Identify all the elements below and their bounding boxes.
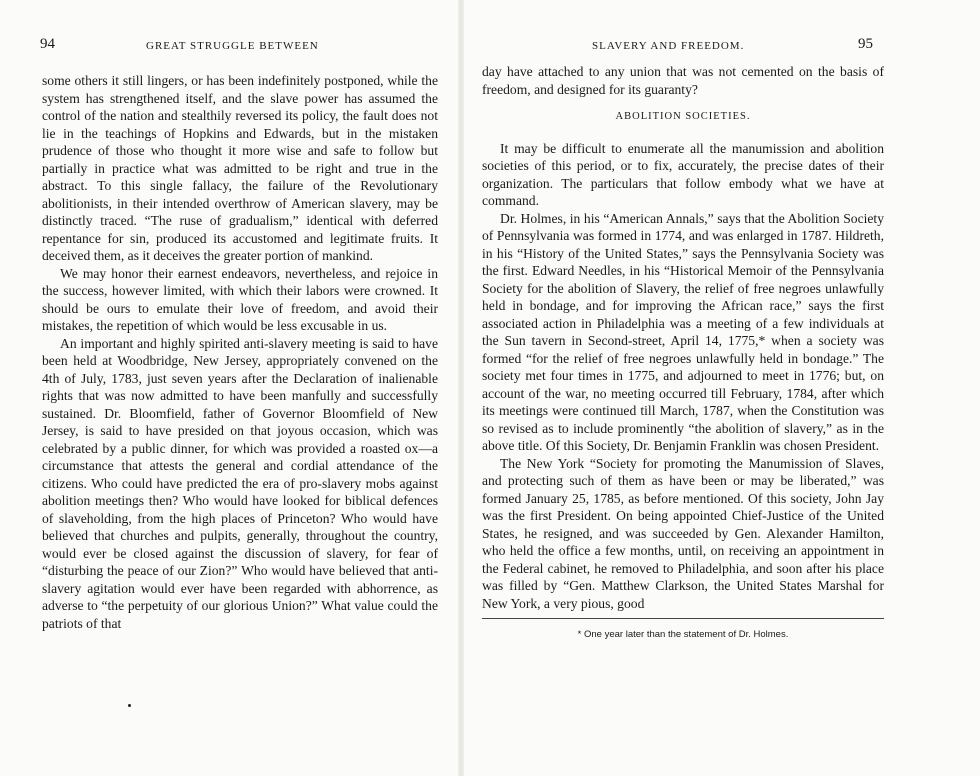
left-page	[0, 0, 462, 776]
right-paragraph-1: It may be difficult to enumerate all the manumission and abolition societies of this period, or to fix, accurately, the precise dates of their organization. The particulars that follow embody what we have at command.	[482, 140, 884, 208]
right-text-column	[482, 63, 884, 644]
right-page	[462, 0, 980, 776]
right-intro-paragraph: day have attached to any union that was not cemented on the basis of freedom, and designed for its guaranty?	[482, 64, 884, 97]
right-paragraph-2: Dr. Holmes, in his “American Annals,” says that the Abolition Society of Pennsylvania was formed in 1774, and was enlarged in 1787. Hildreth, in his “History of the United States,” says the Pennsylvania Society was the first. Edward Needles, in his “Historical Memoir of the Pennsylvania Society for the abolition of Slavery, the relief of free negroes unlawfully held in bondage, and for improving the African race,” says the first associated action in Philadelphia was a meeting of a few individuals at the Sun tavern in Second-street, April 14, 1775,* when a society was formed “for the relief of free negroes unlawfully held in bondage.” The society met four times in 1775, and adjourned to meet in 1776; but, on account of the war, no meeting occurred till February, 1784, after which its meetings were continued till March, 1787, when the Constitution was so revised as to include prominently “the abolition of slavery,” as in the above title. Of this Society, Dr. Benjamin Franklin was chosen President.	[482, 210, 884, 453]
running-head-right: SLAVERY AND FREEDOM.	[592, 40, 745, 52]
footnote-rule	[482, 618, 884, 619]
footnote: * One year later than the statement of Dr. Holmes.	[577, 629, 789, 640]
ink-speck	[128, 704, 131, 707]
right-paragraph-3: The New York “Society for promoting the Manumission of Slaves, and protecting such of them as have been or may be liberated,” was formed January 25, 1785, as before mentioned. Of this society, John Jay was the first President. On being appointed Chief-Justice of the United States, he resigned, and was succeeded by Gen. Alexander Hamilton, who held the office a few months, until, on receiving an appointment in the Federal cabinet, he removed to Philadelphia, and soon after his place was filled by “Gen. Matthew Clarkson, the United States Marshal for New York, a very pious, good	[482, 455, 884, 611]
running-head-left: GREAT STRUGGLE BETWEEN	[146, 40, 319, 52]
left-paragraph-2: We may honor their earnest endeavors, nevertheless, and rejoice in the success, however limited, with which their labors were crowned. It should be ours to emulate their love of freedom, and avoid their mistakes, the repetition of which would be less excusable in us.	[42, 265, 438, 333]
left-text-column	[42, 72, 438, 632]
page-number-left: 94	[40, 36, 55, 52]
left-paragraph-3: An important and highly spirited anti-slavery meeting is said to have been held at Woodbridge, New Jersey, appropriately convened on the 4th of July, 1783, just seven years after the Declaration of inalienable rights that was now admitted to have been manfully and successfully sustained. Dr. Bloomfield, father of Governor Bloomfield of New Jersey, is said to have presided on that joyous occasion, which was celebrated by a public dinner, for which was provided a roasted ox—a circumstance that attests the general and cordial attendance of the citizens. Who could have predicted the era of pro-slavery mobs against abolition meetings then? Who would have looked for biblical defences of slaveholding, from the high places of Princeton? Who would have believed that churches and pulpits, generally, throughout the country, would ever be closed against the discussion of slavery, for fear of “disturbing the peace of our Zion?” Who would have believed that anti-slavery agitation would ever have been regarded with abhorrence, as adverse to “the perpetuity of our glorious Union?” What value could the patriots of that	[42, 335, 438, 631]
left-paragraph-1: some others it still lingers, or has been indefinitely postponed, while the system has strengthened itself, and the slave power has assumed the control of the nation and stealthily reversed its policy, the fault does not lie in the teachings of Hopkins and Edwards, but in the mistaken prudence of those who thought it more wise and safe to follow but partially in practice what was admitted to be right and true in the abstract. To this single fallacy, the failure of the Revolutionary abolitionists, in their intended overthrow of American slavery, may be distinctly traced. “The ruse of gradualism,” identical with deferred repentance for sin, produced its accustomed and legitimate fruits. It deceived them, as it deceives the greater portion of mankind.	[42, 73, 438, 263]
page-number-right: 95	[858, 36, 873, 52]
section-heading: ABOLITION SOCIETIES.	[615, 111, 751, 122]
